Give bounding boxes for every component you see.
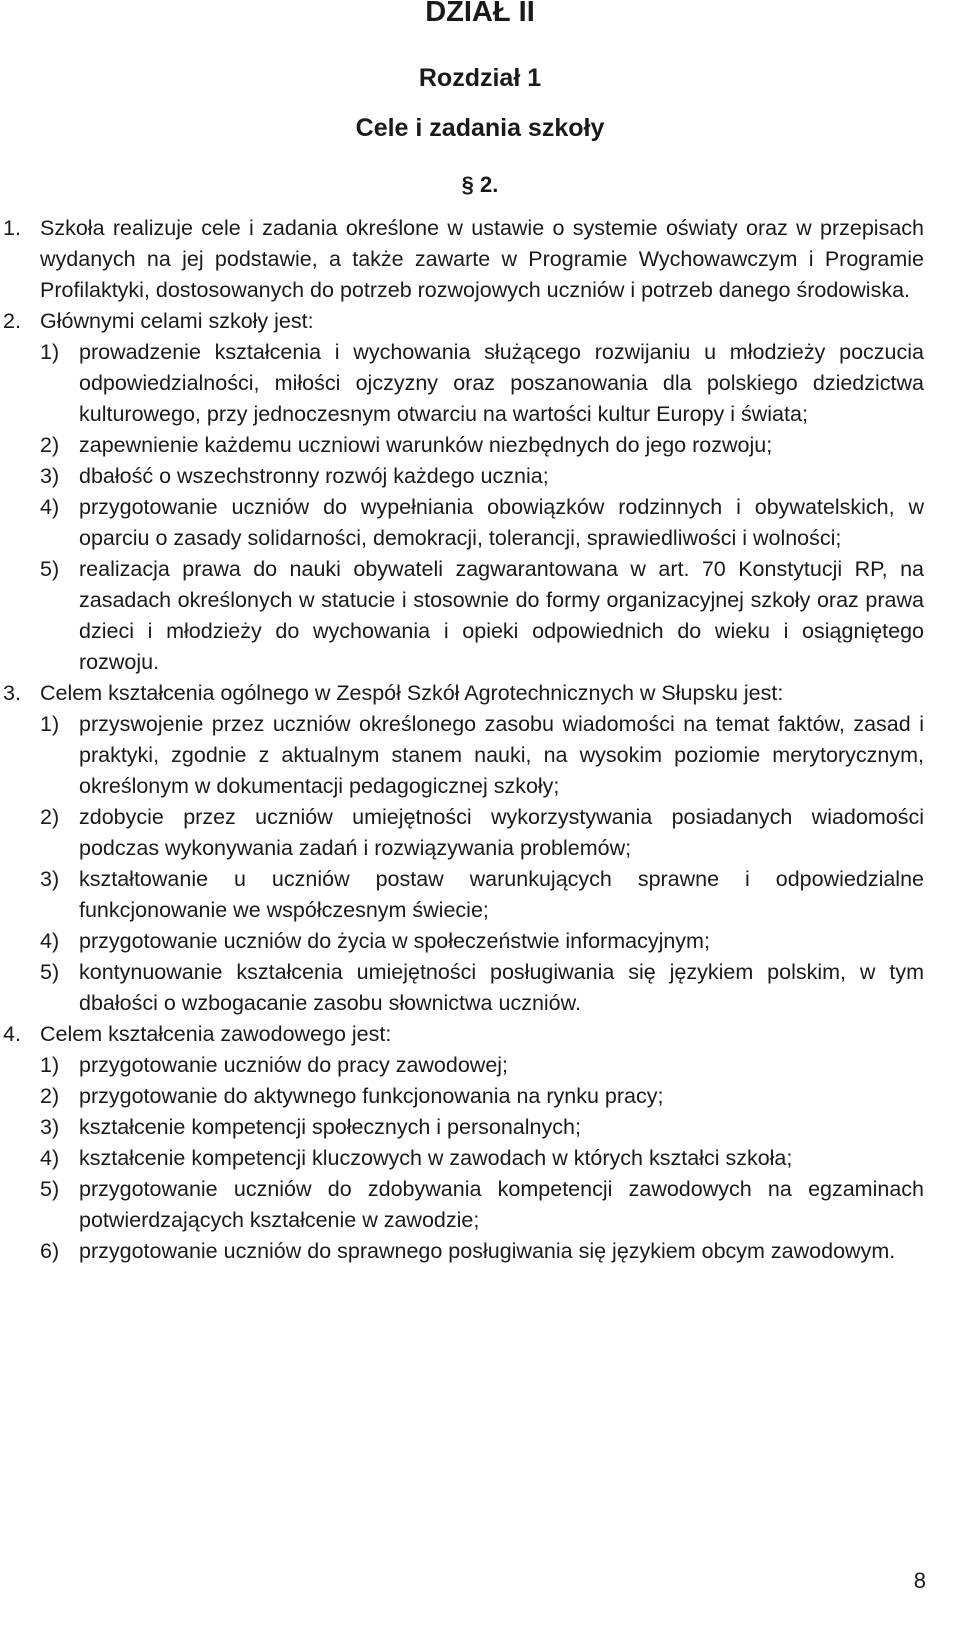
chapter-title: Cele i zadania szkoły <box>355 114 605 142</box>
sub-item-text: dbałość o wszechstronny rozwój każdego ucznia; <box>79 464 549 488</box>
sub-item-text: przygotowanie do aktywnego funkcjonowania na rynku pracy; <box>79 1084 664 1108</box>
sub-item-number: 5) <box>40 557 60 581</box>
sub-list-item <box>0 1143 960 1174</box>
sub-item-text: prowadzenie kształcenia i wychowania służącego rozwijaniu u młodzieży poczucia odpowiedzialności, miłości ojczyzny oraz poszanowania dla polskiego dziedzictwa kulturowego, przy jednoczesnym otwarciu na wartości kultur Europy i świata; <box>79 340 924 426</box>
sub-list-item <box>0 461 960 492</box>
sub-list-item <box>0 957 960 1019</box>
sub-item-text: realizacja prawa do nauki obywateli zagwarantowana w art. 70 Konstytucji RP, na zasadach określonych w statucie i stosownie do formy organizacyjnej szkoły oraz prawa dzieci i młodzieży do wychowania i opieki odpowiednich do wieku i osiągniętego rozwoju. <box>79 557 924 674</box>
sub-item-number: 5) <box>40 1177 60 1201</box>
sub-item-number: 1) <box>40 340 60 364</box>
sub-item-text: kontynuowanie kształcenia umiejętności posługiwania się językiem polskim, w tym dbałości o wzbogacanie zasobu słownictwa uczniów. <box>79 960 924 1015</box>
sub-item-text: przygotowanie uczniów do pracy zawodowej; <box>79 1053 509 1077</box>
sub-item-number: 1) <box>40 712 60 736</box>
item-number: 4. <box>3 1022 21 1046</box>
item-text: Szkoła realizuje cele i zadania określone w ustawie o systemie oświaty oraz w przepisach wydanych na jej podstawie, a także zawarte w Programie Wychowawczym i Programie Profilaktyki, dostosowanych do potrzeb rozwojowych uczniów i potrzeb danego środowiska. <box>40 216 924 302</box>
page-number: 8 <box>913 1568 926 1593</box>
sub-list-item <box>0 709 960 802</box>
chapter-heading: Rozdział 1 <box>418 64 542 92</box>
sub-item-number: 4) <box>40 929 60 953</box>
sub-item-number: 4) <box>40 495 60 519</box>
sub-list-item <box>0 1112 960 1143</box>
list-item <box>0 213 960 306</box>
item-text: Celem kształcenia zawodowego jest: <box>40 1022 392 1046</box>
paragraph-number: § 2. <box>461 172 499 197</box>
sub-item-text: kształcenie kompetencji kluczowych w zawodach w których kształci szkoła; <box>79 1146 793 1170</box>
sub-item-text: kształtowanie u uczniów postaw warunkujących sprawne i odpowiedzialne funkcjonowanie we współczesnym świecie; <box>79 867 924 922</box>
item-text: Głównymi celami szkoły jest: <box>40 309 314 333</box>
sub-item-text: przygotowanie uczniów do sprawnego posługiwania się językiem obcym zawodowym. <box>79 1239 896 1263</box>
sub-list-item <box>0 1174 960 1236</box>
sub-item-text: przygotowanie uczniów do życia w społeczeństwie informacyjnym; <box>79 929 710 953</box>
sub-item-number: 6) <box>40 1239 60 1263</box>
item-number: 1. <box>3 216 21 240</box>
sub-list-item <box>0 492 960 554</box>
sub-list-item <box>0 1081 960 1112</box>
sub-list-item <box>0 430 960 461</box>
item-text: Celem kształcenia ogólnego w Zespół Szkół Agrotechnicznych w Słupsku jest: <box>40 681 784 705</box>
sub-list-item <box>0 802 960 864</box>
item-number: 2. <box>3 309 21 333</box>
sub-list-item <box>0 337 960 430</box>
sub-list-item <box>0 864 960 926</box>
item-number: 3. <box>3 681 21 705</box>
sub-list-item <box>0 554 960 678</box>
sub-item-number: 2) <box>40 433 60 457</box>
document-body <box>0 213 960 1267</box>
sub-item-text: przygotowanie uczniów do wypełniania obowiązków rodzinnych i obywatelskich, w oparciu o zasady solidarności, demokracji, tolerancji, sprawiedliwości i wolności; <box>79 495 924 550</box>
sub-item-text: zapewnienie każdemu uczniowi warunków niezbędnych do jego rozwoju; <box>79 433 773 457</box>
sub-item-number: 1) <box>40 1053 60 1077</box>
list-item <box>0 1019 960 1050</box>
sub-list-item <box>0 926 960 957</box>
sub-item-number: 2) <box>40 1084 60 1108</box>
sub-item-number: 2) <box>40 805 60 829</box>
sub-item-text: zdobycie przez uczniów umiejętności wykorzystywania posiadanych wiadomości podczas wykonywania zadań i rozwiązywania problemów; <box>79 805 924 860</box>
sub-item-number: 5) <box>40 960 60 984</box>
sub-item-number: 3) <box>40 464 60 488</box>
section-heading: DZIAŁ II <box>425 0 535 28</box>
sub-item-text: przyswojenie przez uczniów określonego zasobu wiadomości na temat faktów, zasad i praktyki, zgodnie z aktualnym stanem nauki, na wysokim poziomie merytorycznym, określonym w dokumentacji pedagogicznej szkoły; <box>79 712 924 798</box>
sub-list-item <box>0 1236 960 1267</box>
sub-list-item <box>0 1050 960 1081</box>
sub-item-number: 3) <box>40 1115 60 1139</box>
sub-item-number: 3) <box>40 867 60 891</box>
sub-item-number: 4) <box>40 1146 60 1170</box>
sub-item-text: przygotowanie uczniów do zdobywania kompetencji zawodowych na egzaminach potwierdzających kształcenie w zawodzie; <box>79 1177 924 1232</box>
sub-item-text: kształcenie kompetencji społecznych i personalnych; <box>79 1115 581 1139</box>
list-item <box>0 678 960 709</box>
list-item <box>0 306 960 337</box>
